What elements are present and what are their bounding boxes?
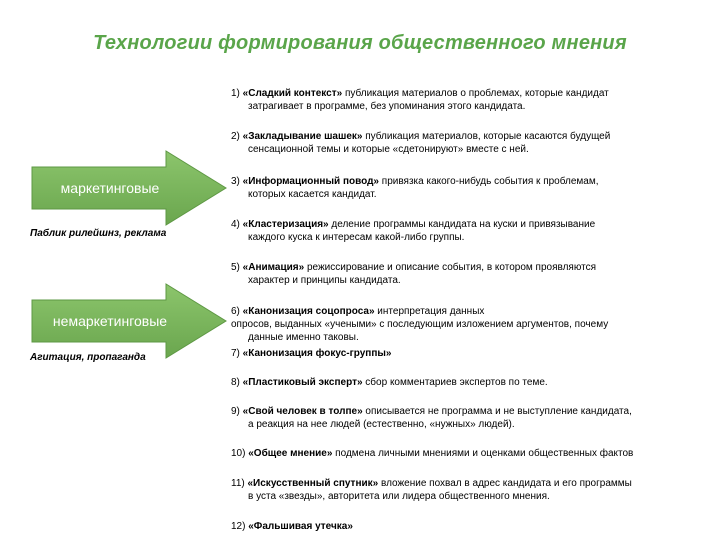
item-text-cont: а реакция на нее людей (естественно, «нужных» людей).: [248, 419, 515, 430]
item-term: «Сладкий контекст»: [242, 88, 343, 99]
item-text: публикация материалов о проблемах, которые кандидат: [342, 88, 609, 99]
item-text: режиссирование и описание события, в котором проявляются: [304, 262, 596, 273]
item-number: 10): [231, 448, 249, 459]
item-text-cont: сенсационной темы и которые «сдетонируют» вместе с ней.: [248, 144, 529, 155]
item-number: 7): [231, 348, 243, 359]
item-term: «Искусственный спутник»: [247, 478, 379, 489]
item-term: «Закладывание шашек»: [242, 131, 363, 142]
item-term: «Кластеризация»: [242, 219, 329, 230]
item-number: 8): [231, 377, 243, 388]
item-number: 12): [231, 521, 249, 532]
item-text: сбор комментариев экспертов по теме.: [362, 377, 548, 388]
list-item: [231, 405, 719, 431]
item-text-cont: характер и принципы кандидата.: [248, 275, 401, 286]
item-text: описывается не программа и не выступление кандидата,: [362, 406, 632, 417]
item-text-line2: опросов, выданных «учеными» с последующим изложением аргументов, почему: [231, 319, 609, 330]
item-number: 5): [231, 262, 243, 273]
item-text: привязка какого-нибудь события к проблемам,: [379, 176, 599, 187]
item-number: 2): [231, 131, 243, 142]
item-number: 6): [231, 306, 243, 317]
item-text-cont: в уста «звезды», авторитета или лидера общественного мнения.: [248, 491, 550, 502]
item-text: интерпретация данных: [374, 306, 485, 317]
marketing-label: маркетинговые: [60, 180, 160, 196]
list-item: [231, 477, 719, 503]
item-number: 9): [231, 406, 243, 417]
list-item: [231, 520, 719, 533]
nonmarketing-label: немаркетинговые: [52, 313, 168, 329]
list-item: [231, 87, 719, 113]
list-item: [231, 447, 719, 460]
list-item: [231, 261, 719, 287]
marketing-arrow: [30, 150, 230, 226]
page-title: Технологии формирования общественного мнения: [93, 32, 627, 54]
item-text-cont: данные именно таковы.: [248, 332, 359, 343]
item-text: публикация материалов, которые касаются будущей: [362, 131, 611, 142]
list-item: [231, 376, 719, 389]
list-item: [231, 347, 719, 360]
list-item: [231, 175, 719, 201]
list-item: [231, 218, 719, 244]
item-number: 3): [231, 176, 243, 187]
marketing-sublabel: Паблик рилейшнз, реклама: [30, 228, 167, 239]
item-text-cont: затрагивает в программе, без упоминания этого кандидата.: [248, 101, 526, 112]
item-text: подмена личными мнениями и оценками общественных фактов: [332, 448, 634, 459]
item-term: «Канонизация фокус-группы»: [242, 348, 392, 359]
item-text: вложение похвал в адрес кандидата и его программы: [378, 478, 632, 489]
item-term: «Пластиковый эксперт»: [242, 377, 363, 388]
item-term: «Общее мнение»: [248, 448, 333, 459]
list-item: [231, 305, 719, 344]
nonmarketing-sublabel: Агитация, пропаганда: [30, 352, 146, 363]
list-item: [231, 130, 719, 156]
item-text-cont: каждого куска к интересам какой-либо группы.: [248, 232, 465, 243]
item-text: деление программы кандидата на куски и привязывание: [328, 219, 596, 230]
item-number: 4): [231, 219, 243, 230]
nonmarketing-arrow: [30, 283, 230, 359]
item-term: «Информационный повод»: [242, 176, 379, 187]
item-term: «Анимация»: [242, 262, 305, 273]
item-number: 11): [231, 478, 248, 489]
item-term: «Фальшивая утечка»: [248, 521, 353, 532]
item-term: «Канонизация соцопроса»: [242, 306, 375, 317]
item-number: 1): [231, 88, 243, 99]
item-text-cont: которых касается кандидат.: [248, 189, 377, 200]
item-term: «Свой человек в толпе»: [242, 406, 363, 417]
